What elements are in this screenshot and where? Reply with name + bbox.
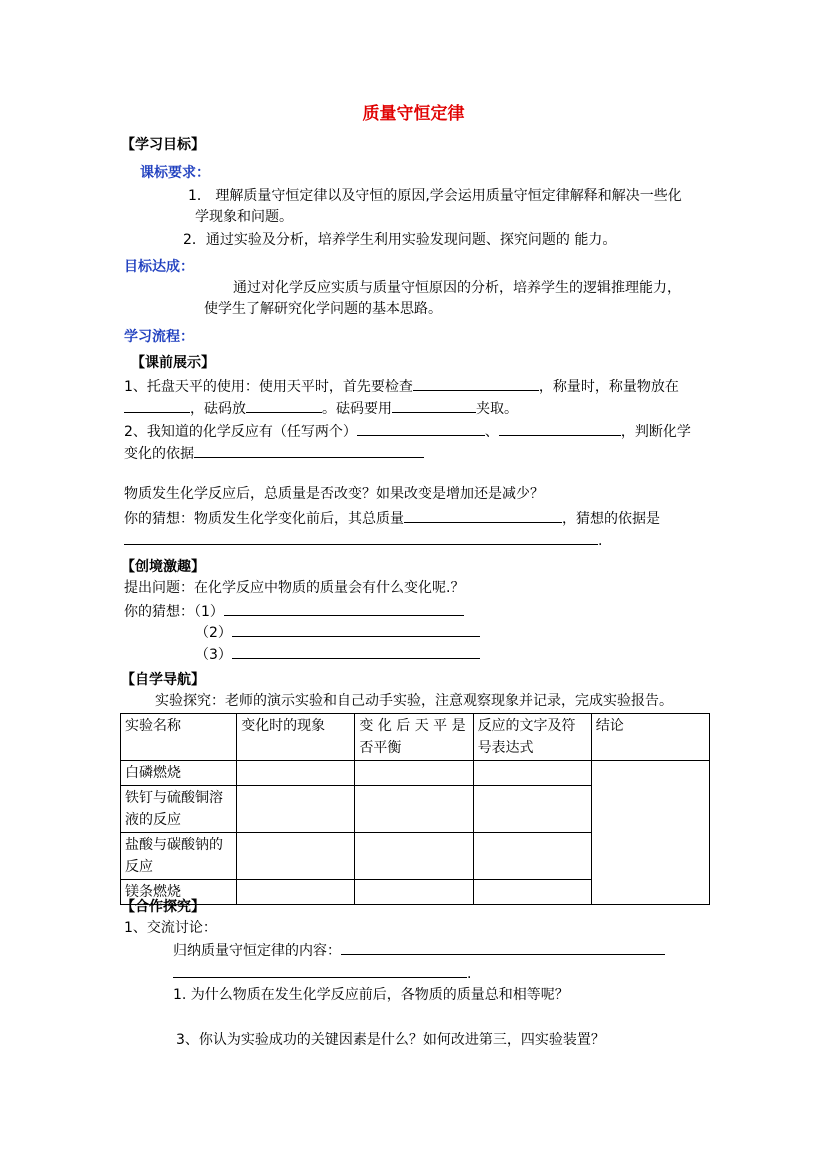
question-4: 你的猜想：物质发生化学变化前后，其总质量 ，猜想的依据是 xyxy=(124,507,660,529)
coop-1: 1、交流讨论： xyxy=(124,920,217,936)
blank[interactable] xyxy=(404,507,562,523)
guess-1: 你的猜想：（1） xyxy=(124,600,464,622)
input-cell[interactable] xyxy=(355,833,473,880)
header-cell: 变 化 后 天 平 是否平衡 xyxy=(355,714,473,761)
blank[interactable] xyxy=(413,375,539,391)
page-title: 质量守恒定律 xyxy=(362,104,465,124)
blank[interactable] xyxy=(357,420,485,436)
experiment-report-table xyxy=(120,713,710,905)
section-selfstudy: 【自学导航】 xyxy=(121,672,205,688)
input-cell[interactable] xyxy=(355,786,473,833)
experiment-name: 镁条燃烧 xyxy=(121,880,237,905)
question-3: 物质发生化学反应后，总质量是否改变？如果改变是增加还是减少？ xyxy=(124,486,544,502)
achieve-line-2: 使学生了解研究化学问题的基本思路。 xyxy=(204,301,442,317)
header-cell: 反应的文字及符号表达式 xyxy=(473,714,591,761)
coop-1-law-cont: . xyxy=(173,962,471,984)
ask-question: 提出问题：在化学反应中物质的质量会有什么变化呢.？ xyxy=(124,580,465,596)
input-cell[interactable] xyxy=(237,786,355,833)
table-header-row xyxy=(121,714,710,761)
guess-3: （3） xyxy=(195,643,480,665)
experiment-name: 白磷燃烧 xyxy=(121,761,237,786)
guess-2: （2） xyxy=(195,621,480,643)
header-cell: 结论 xyxy=(591,714,709,761)
question-2: 2、我知道的化学反应有（任写两个） 、 ，判断化学 xyxy=(124,420,691,442)
section-inspire: 【创境激趣】 xyxy=(121,559,205,575)
blank[interactable] xyxy=(124,397,190,413)
standard-1-cont: 学现象和问题。 xyxy=(195,209,293,225)
table-row xyxy=(121,761,710,786)
standards-label: 课标要求： xyxy=(140,165,210,181)
question-2-cont: 变化的依据 xyxy=(124,442,424,464)
section-preview: 【课前展示】 xyxy=(131,355,215,371)
input-cell[interactable] xyxy=(237,833,355,880)
input-cell[interactable] xyxy=(237,880,355,905)
input-cell[interactable] xyxy=(473,786,591,833)
experiment-name: 盐酸与碳酸钠的反应 xyxy=(121,833,237,880)
coop-1-law: 归纳质量守恒定律的内容： xyxy=(173,939,665,961)
standard-2: 2．通过实验及分析，培养学生利用实验发现问题、探究问题的 能力。 xyxy=(183,232,617,248)
achieve-line-1: 通过对化学反应实质与质量守恒原因的分析，培养学生的逻辑推理能力， xyxy=(233,280,681,296)
question-4-cont: . xyxy=(124,529,602,551)
input-cell[interactable] xyxy=(473,880,591,905)
experiment-name: 铁钉与硫酸铜溶液的反应 xyxy=(121,786,237,833)
input-cell[interactable] xyxy=(473,833,591,880)
header-cell: 实验名称 xyxy=(121,714,237,761)
explore-text: 实验探究：老师的演示实验和自己动手实验，注意观察现象并记录，完成实验报告。 xyxy=(155,693,673,709)
conclusion-cell[interactable] xyxy=(591,761,709,905)
blank[interactable] xyxy=(499,420,621,436)
section-coop: 【合作探究】 xyxy=(121,899,205,915)
blank[interactable] xyxy=(246,397,322,413)
input-cell[interactable] xyxy=(355,880,473,905)
blank[interactable] xyxy=(341,939,665,955)
blank[interactable] xyxy=(173,962,467,978)
achieve-label: 目标达成： xyxy=(124,259,194,275)
coop-3: 3、你认为实验成功的关键因素是什么？如何改进第三，四实验装置？ xyxy=(176,1032,605,1048)
flow-label: 学习流程： xyxy=(124,329,194,345)
input-cell[interactable] xyxy=(355,761,473,786)
header-cell: 变化时的现象 xyxy=(237,714,355,761)
blank[interactable] xyxy=(232,643,480,659)
blank[interactable] xyxy=(224,600,464,616)
blank[interactable] xyxy=(232,621,480,637)
blank[interactable] xyxy=(194,442,424,458)
coop-2: 1. 为什么物质在发生化学反应前后，各物质的质量总和相等呢？ xyxy=(173,987,569,1003)
standard-1: 1． 理解质量守恒定律以及守恒的原因,学会运用质量守恒定律解释和解决一些化 xyxy=(188,188,682,204)
blank[interactable] xyxy=(392,397,476,413)
input-cell[interactable] xyxy=(473,761,591,786)
blank[interactable] xyxy=(124,529,598,545)
question-1: 1、托盘天平的使用：使用天平时，首先要检查 ，称量时，称量物放在 xyxy=(124,375,679,397)
section-goals: 【学习目标】 xyxy=(121,137,205,153)
input-cell[interactable] xyxy=(237,761,355,786)
question-1-cont: ，砝码放 。砝码要用 夹取。 xyxy=(124,397,518,419)
